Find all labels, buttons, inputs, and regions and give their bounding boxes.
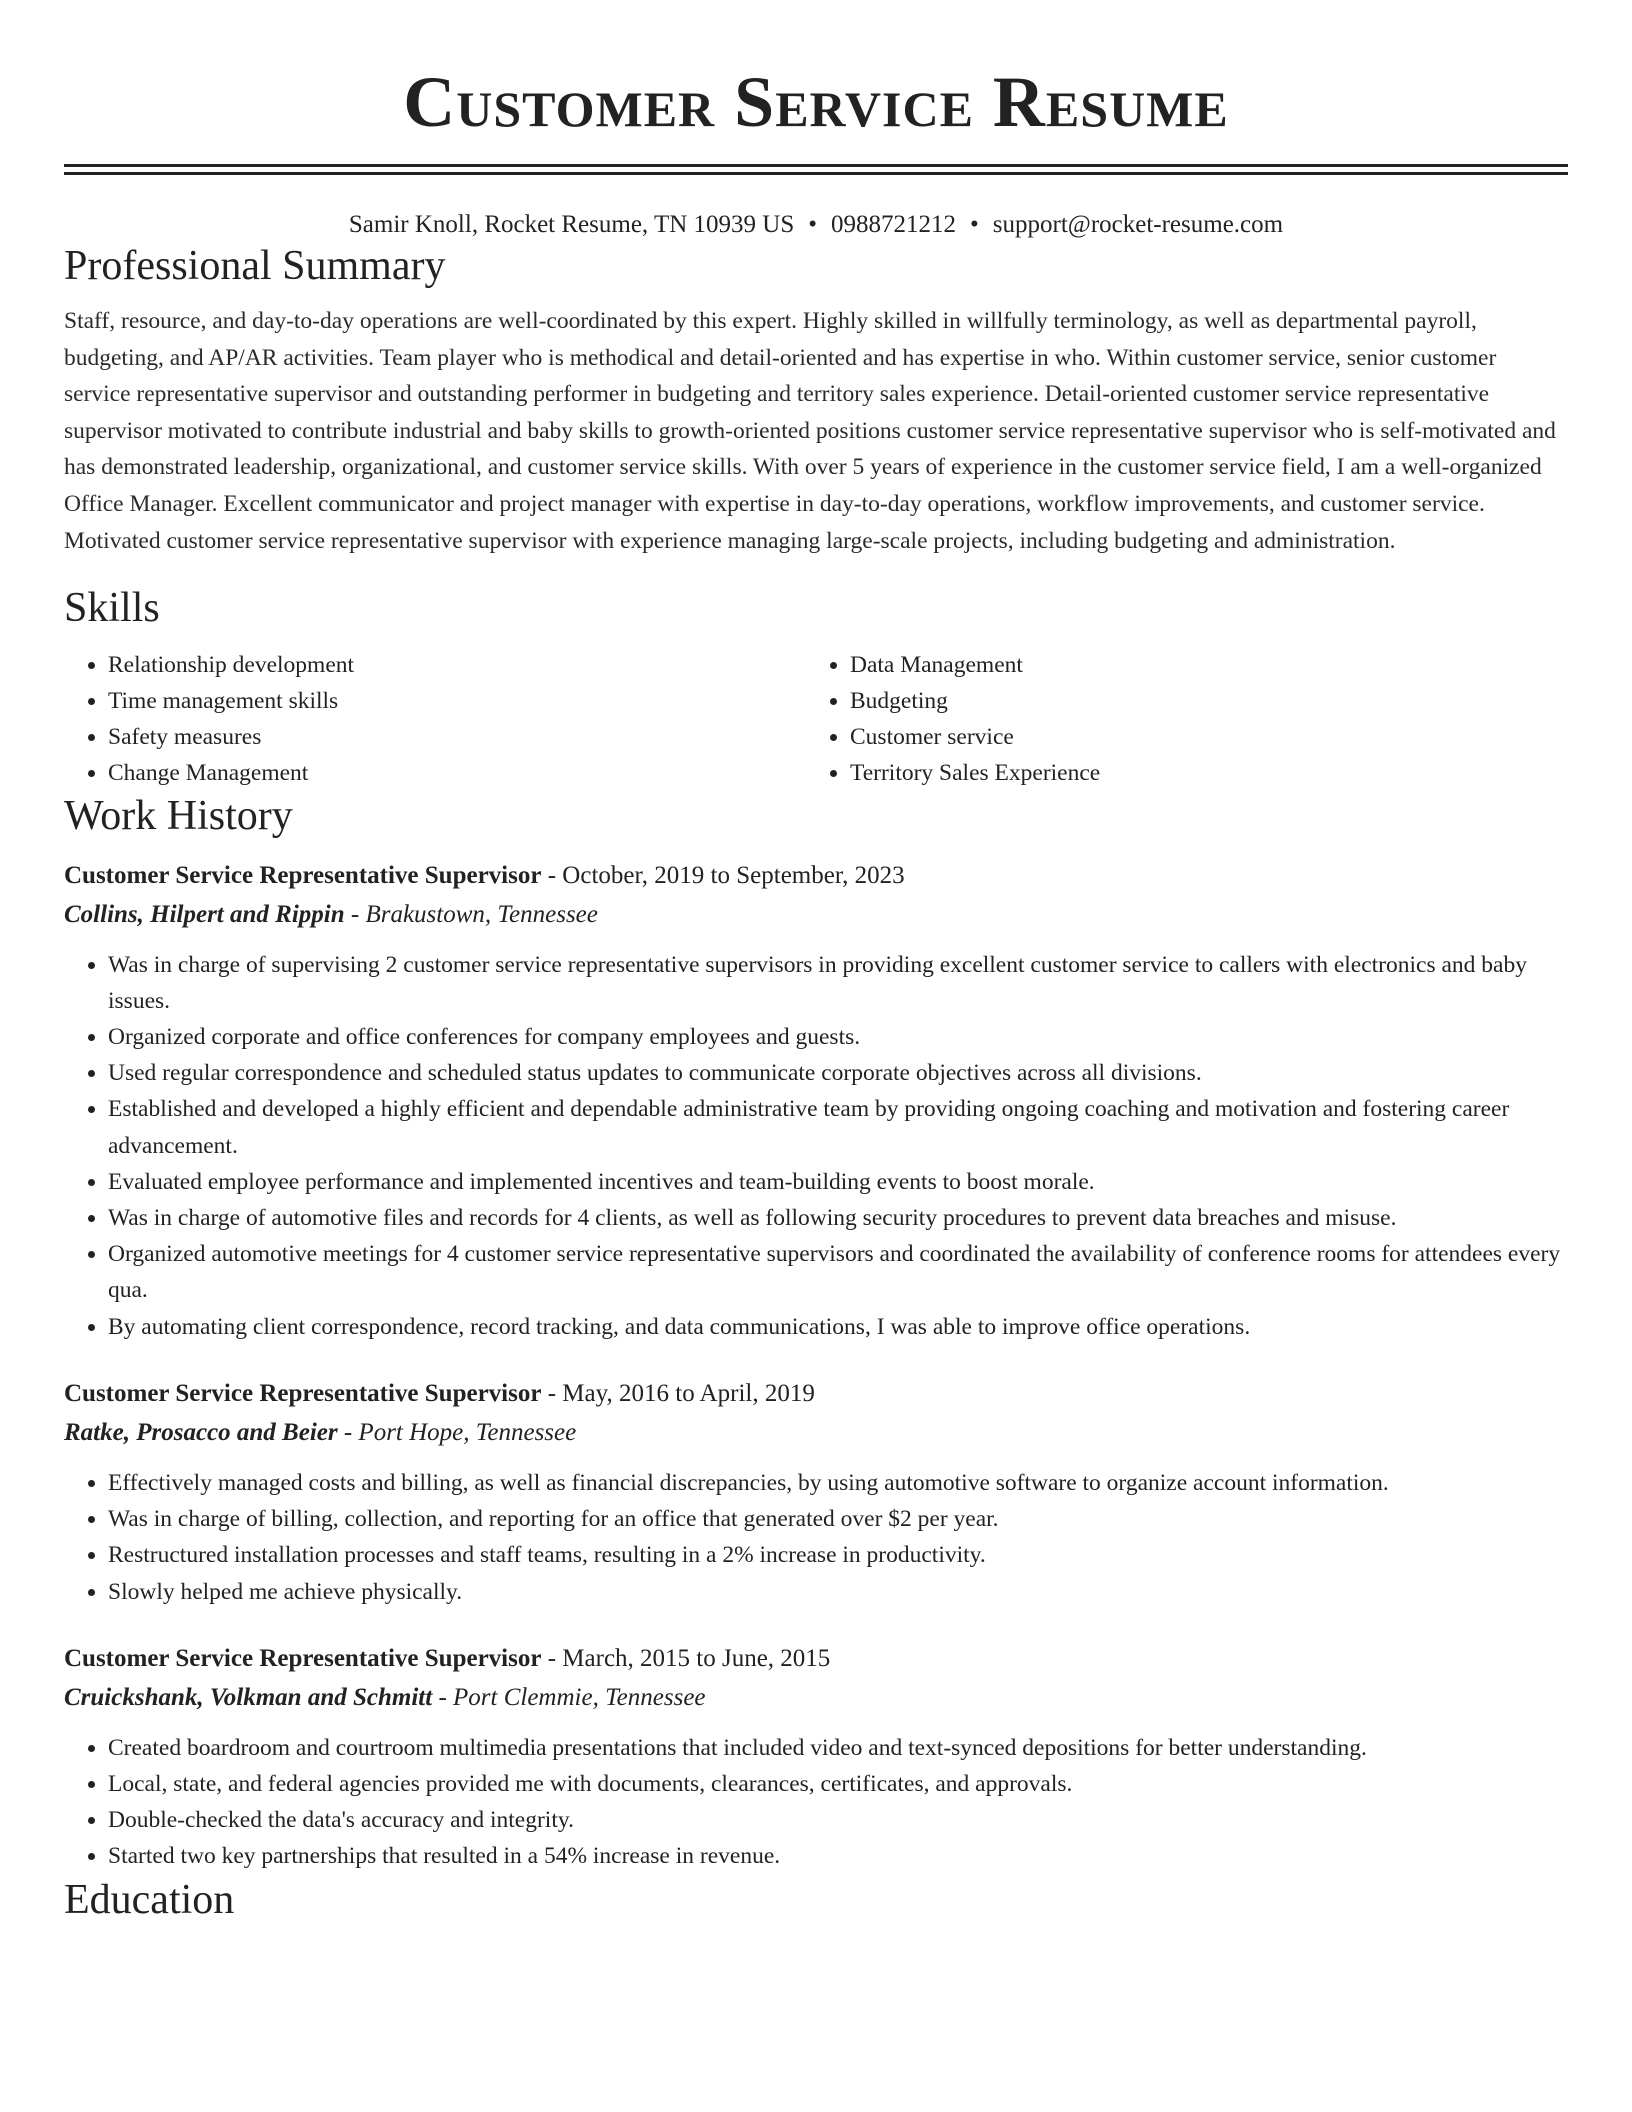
job-company: Cruickshank, Volkman and Schmitt (64, 1683, 433, 1711)
job-entry (64, 1375, 1568, 1610)
job-title-line (64, 1375, 1568, 1413)
job-bullet: • Was in charge of supervising 2 customer service representative supervisors in providing excellent customer service to callers with electronics and baby issues. (108, 947, 1568, 1019)
job-bullet: • Double-checked the data's accuracy and integrity. (108, 1802, 1568, 1838)
job-bullet: • Was in charge of automotive files and records for 4 clients, as well as following security procedures to prevent data breaches and misuse. (108, 1200, 1568, 1236)
contact-email: support@rocket-resume.com (992, 211, 1284, 238)
contact-separator: • (808, 211, 818, 238)
job-title-line (64, 1640, 1568, 1678)
job-location: - Port Clemmie, Tennessee (432, 1683, 706, 1711)
job-bullets (64, 947, 1568, 1345)
contact-address: Samir Knoll, Rocket Resume, TN 10939 US (348, 211, 795, 238)
job-bullet: • Restructured installation processes and staff teams, resulting in a 2% increase in productivity. (108, 1537, 1568, 1573)
skill-item: • Relationship development (108, 647, 806, 683)
job-title: Customer Service Representative Supervisor (64, 1644, 542, 1672)
skills-heading: Skills (64, 584, 160, 631)
skill-item: • Change Management (108, 755, 806, 791)
job-bullet: • Local, state, and federal agencies provided me with documents, clearances, certificates, and approvals. (108, 1766, 1568, 1802)
job-bullet: • Started two key partnerships that resulted in a 54% increase in revenue. (108, 1838, 1568, 1874)
work-history-heading: Work History (64, 792, 293, 839)
job-bullet: • Created boardroom and courtroom multimedia presentations that included video and text-synced depositions for better understanding. (108, 1730, 1568, 1766)
title-divider (64, 164, 1568, 175)
job-company: Collins, Hilpert and Rippin (64, 900, 345, 928)
skill-item: • Data Management (850, 647, 1548, 683)
job-bullet: • Organized corporate and office conferences for company employees and guests. (108, 1019, 1568, 1055)
job-entry (64, 1640, 1568, 1875)
summary-text: Staff, resource, and day-to-day operations are well-coordinated by this expert. Highly skilled in willfully terminology, as well as departmental payroll, budgeting, and AP/AR activities. Team player who is methodical and detail-oriented and has expertise in who. Within customer service, senior customer service representative supervisor and outstanding performer in budgeting and territory sales experience. Detail-oriented customer service representative supervisor motivated to contribute industrial and baby skills to growth-oriented positions customer service representative supervisor who is self-motivated and has demonstrated leadership, organizational, and customer service skills. With over 5 years of experience in the customer service field, I am a well-organized Office Manager. Excellent communicator and project manager with expertise in day-to-day operations, workflow improvements, and customer service. Motivated customer service representative supervisor with experience managing large-scale projects, including budgeting and administration. (64, 308, 1556, 554)
job-bullet: • Effectively managed costs and billing, as well as financial discrepancies, by using automotive software to organize account information. (108, 1465, 1568, 1501)
education-heading: Education (64, 1876, 235, 1923)
contact-separator: • (970, 211, 979, 238)
job-company-line (64, 895, 1568, 935)
job-bullets (64, 1465, 1568, 1610)
summary-heading: Professional Summary (64, 243, 446, 289)
job-title-line (64, 857, 1568, 895)
skill-item: • Customer service (850, 719, 1548, 755)
job-bullet: • Established and developed a highly efficient and dependable administrative team by providing ongoing coaching and motivation and fostering career advancement. (108, 1091, 1568, 1163)
skill-item: • Budgeting (850, 683, 1548, 719)
job-company: Ratke, Prosacco and Beier (64, 1418, 338, 1446)
job-bullet: • Organized automotive meetings for 4 customer service representative supervisors and coordinated the availability of conference rooms for attendees every qua. (108, 1236, 1568, 1308)
skills-column-left (64, 647, 806, 791)
job-company-line (64, 1678, 1568, 1718)
skills-column-right (806, 647, 1548, 791)
job-dates: - March, 2015 to June, 2015 (541, 1644, 831, 1672)
skill-item: • Territory Sales Experience (850, 755, 1548, 791)
job-entry (64, 857, 1568, 1345)
job-bullet: • Evaluated employee performance and implemented incentives and team-building events to boost morale. (108, 1164, 1568, 1200)
contact-phone: 0988721212 (831, 211, 957, 238)
job-bullets (64, 1730, 1568, 1875)
job-company-line (64, 1413, 1568, 1453)
contact-line (64, 209, 1568, 241)
job-location: - Port Hope, Tennessee (337, 1418, 577, 1446)
job-title: Customer Service Representative Supervisor (64, 1379, 542, 1407)
job-bullet: • Slowly helped me achieve physically. (108, 1574, 1568, 1610)
job-bullet: • By automating client correspondence, record tracking, and data communications, I was able to improve office operations. (108, 1309, 1568, 1345)
job-dates: - October, 2019 to September, 2023 (541, 861, 905, 889)
resume-page (64, 0, 1568, 1925)
job-dates: - May, 2016 to April, 2019 (541, 1379, 815, 1407)
job-bullet: • Was in charge of billing, collection, and reporting for an office that generated over $2 per year. (108, 1501, 1568, 1537)
job-title: Customer Service Representative Supervisor (64, 861, 542, 889)
page-title: Customer Service Resume (403, 62, 1229, 142)
job-bullet: • Used regular correspondence and scheduled status updates to communicate corporate objectives across all divisions. (108, 1055, 1568, 1091)
skill-item: • Safety measures (108, 719, 806, 755)
skills-list (64, 647, 1568, 791)
skill-item: • Time management skills (108, 683, 806, 719)
job-location: - Brakustown, Tennessee (344, 900, 598, 928)
